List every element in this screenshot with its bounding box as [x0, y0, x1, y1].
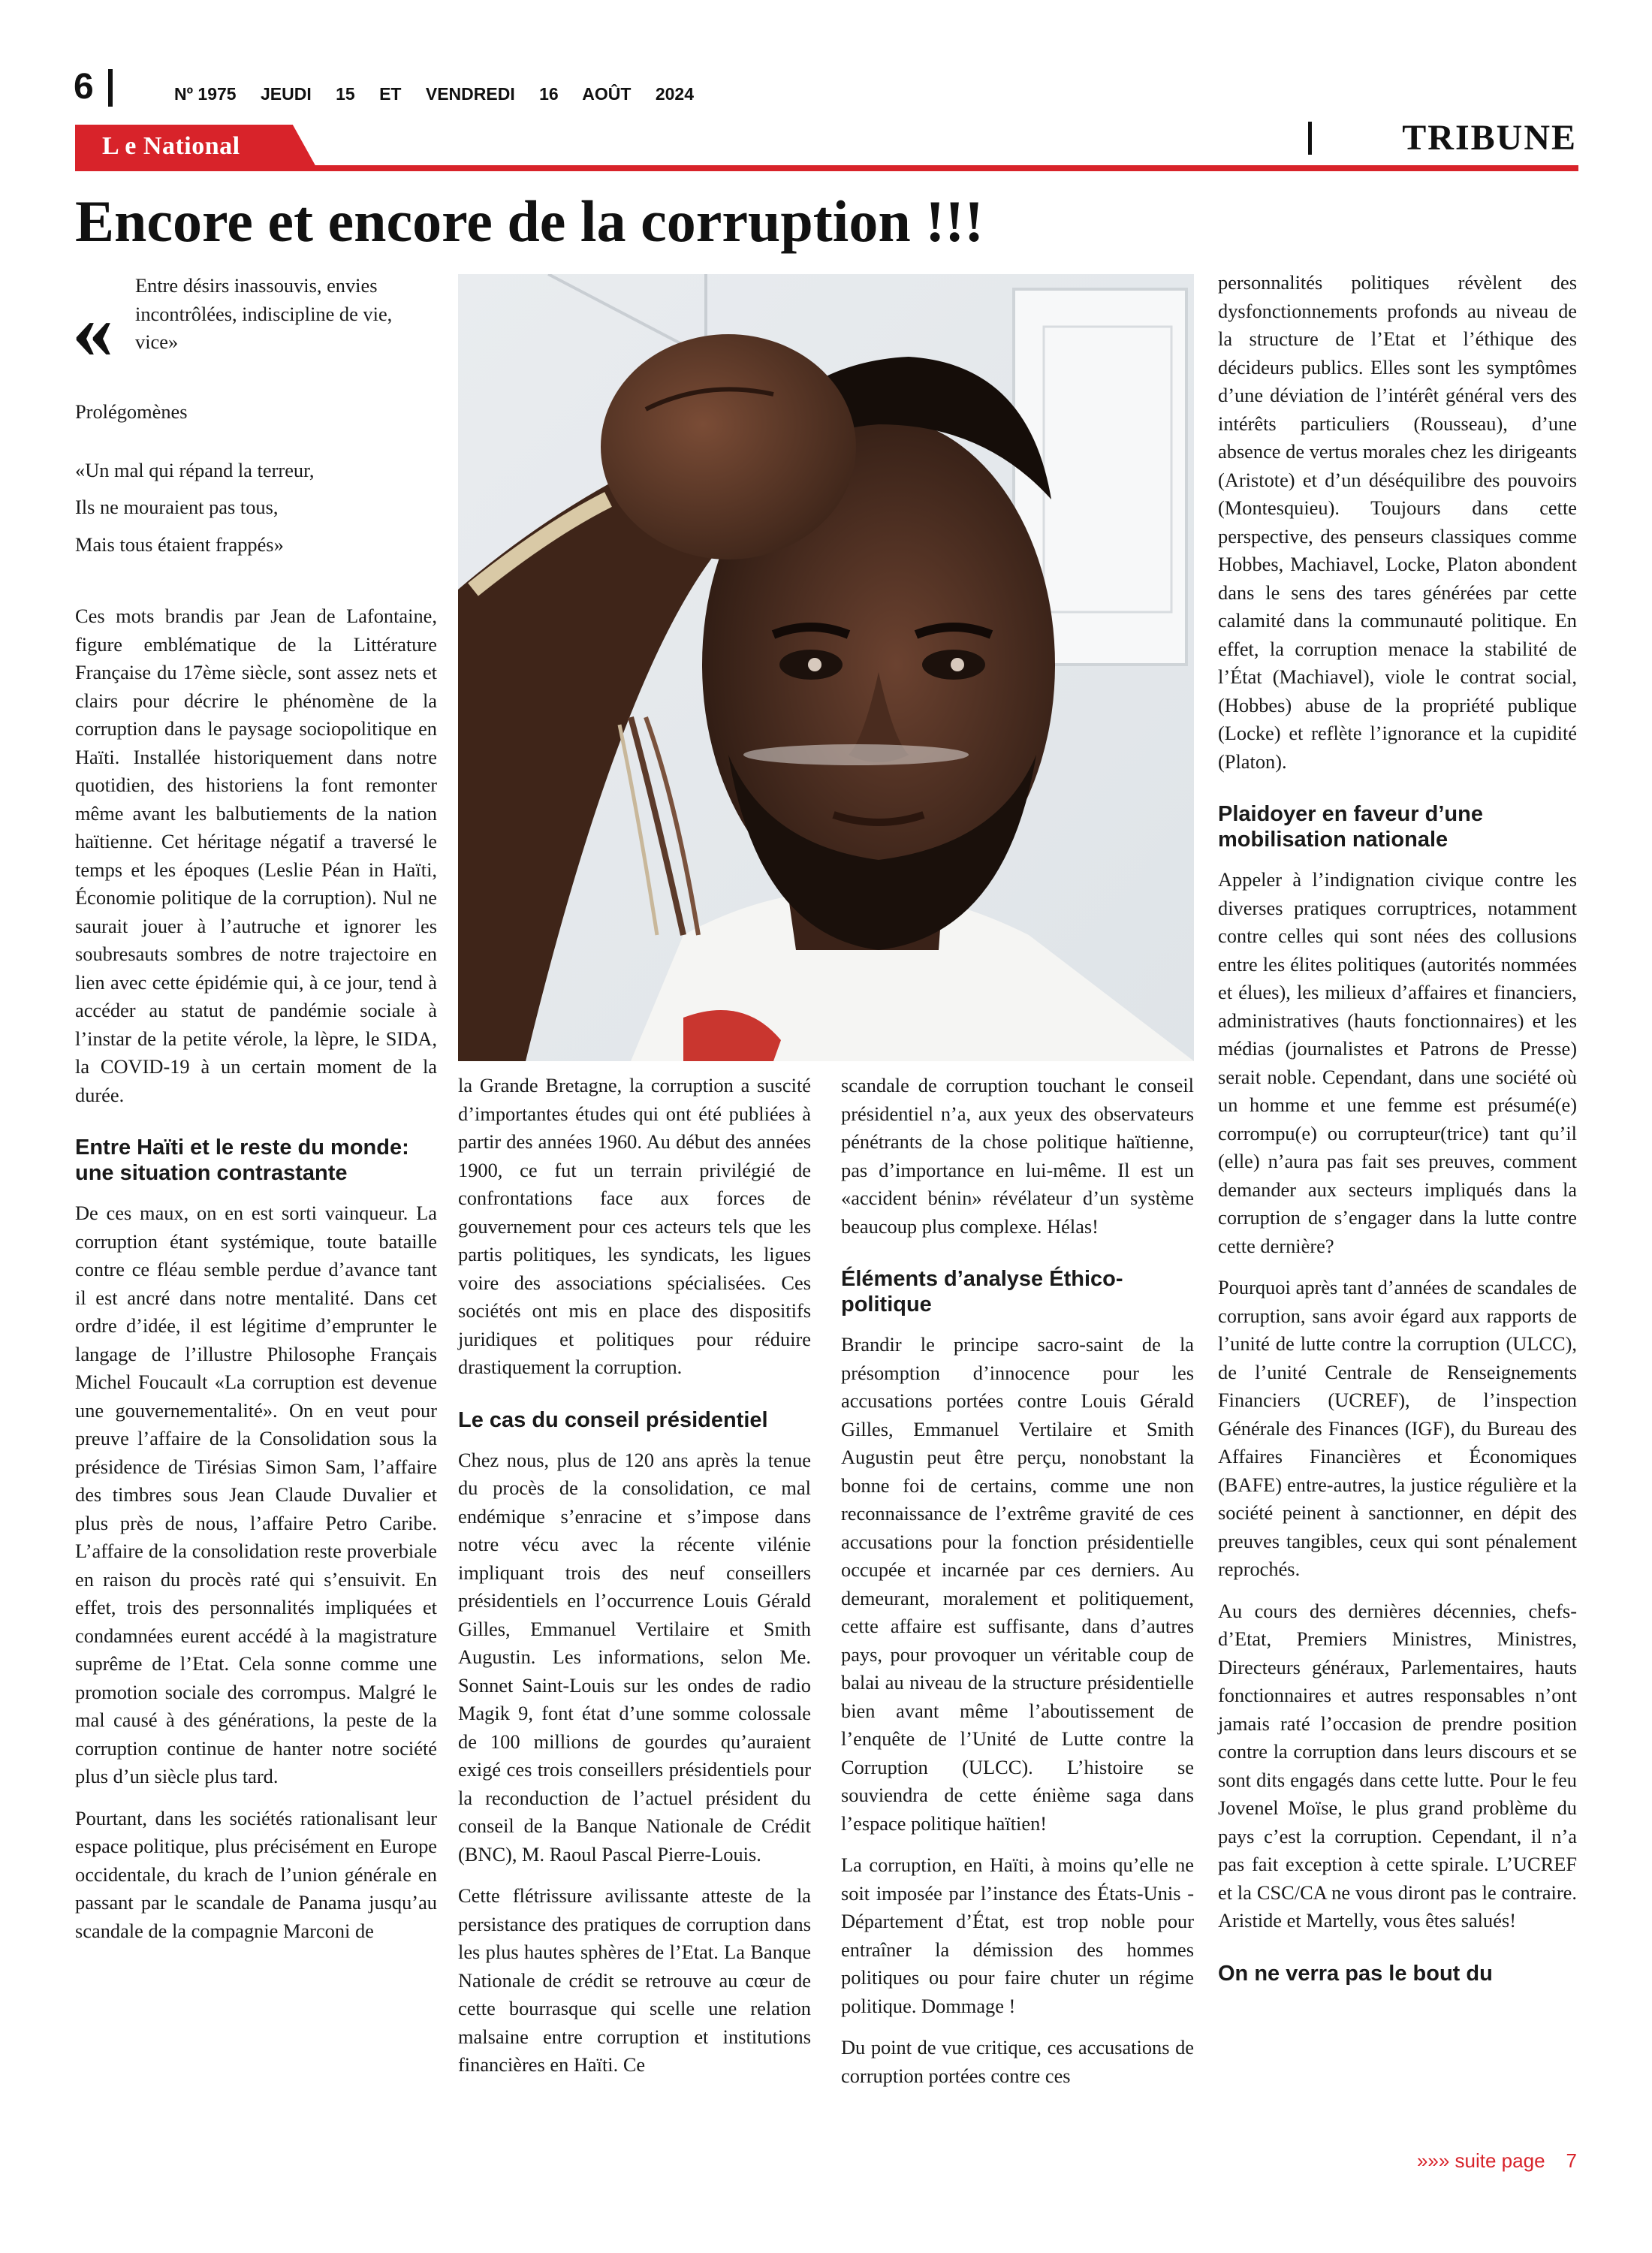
paragraph: Ils ne mouraient pas tous, — [75, 496, 279, 518]
paragraph: De ces maux, on en est sorti vainqueur. La corruption étant systémique, toute bataille contre ce fléau semble perdue d’avance tant il est ancré dans notre mentalité. Dans cet ordre d’idée, il est légitime d’emprunter le langage de l’illustre Philosophe Français Michel Foucault «La corruption est devenue une gouvernementalité». On en veut pour preuve l’affaire de la Consolidation sous la présidence de Tirésias Simon Sam, l’affaire des timbres sous Jean Claude Duvalier et plus près de nous, l’affaire Petro Caribe. L’affaire de la consolidation reste proverbiale en raison du procès raté qui s’ensuivit. En effet, trois des personnalités impliquées et condamnées eurent accédé à la magistrature suprême de l’Etat. Cela sonne comme une promotion sociale des corrompus. Malgré le mal causé à des générations, la peste de la corruption continue de hanter notre société plus d’un siècle plus tard. — [75, 1202, 437, 1787]
paragraph: Pourtant, dans les sociétés rationalisant leur espace politique, plus précisément en Europe occidentale, du krach de l’union générale en passant par le scandale de Panama jusqu’au scandale de la compagnie Marconi de — [75, 1806, 437, 1942]
continuation-page: 7 — [1566, 2149, 1577, 2172]
portrait-illustration — [458, 274, 1194, 1061]
article-photo — [458, 274, 1194, 1061]
issue-date-line — [174, 84, 713, 104]
quote-mark-icon: « — [72, 284, 113, 376]
column-2 — [458, 1072, 811, 2093]
epigraph: Entre désirs inassouvis, envies incontrôlées, indiscipline de vie, vice» — [135, 274, 393, 353]
subheading: Entre Haïti et le reste du monde: une situation contrastante — [75, 1136, 409, 1185]
page-number: 6 — [74, 67, 94, 107]
issue-month: AOÛT — [582, 84, 632, 104]
paragraph: La corruption, en Haïti, à moins qu’elle ne soit imposée par l’instance des États-Unis - Département d’État, est trop noble pour entraîner la démission des hommes politiques ou pour faire chuter un régime politique. Dommage ! — [841, 1853, 1194, 2017]
issue-number: Nº 1975 — [174, 84, 237, 104]
issue-year: 2024 — [655, 84, 694, 104]
issue-conjunction: ET — [379, 84, 402, 104]
section-divider — [1308, 122, 1312, 155]
issue-weekday-1: JEUDI — [260, 84, 312, 104]
paragraph: la Grande Bretagne, la corruption a suscité d’importantes études qui ont été publiées à partir des années 1960. Au début des années 1900, ce fut un terrain privilégié de confrontations face aux forces de gouvernement pour ces acteurs tels que les partis politiques, les syndicats, les ligues voire des associations spécialisées. Ces sociétés ont mis en place des dispositifs juridiques et politiques pour réduire drastiquement la corruption. — [458, 1074, 811, 1378]
paragraph: «Un mal qui répand la terreur, — [75, 458, 315, 481]
paragraph: Au cours des dernières décennies, chefs-d’Etat, Premiers Ministres, Ministres, Directeurs généraux, Parlementaires, hauts fonctionnaires et autres responsables n’ont jamais raté l’occasion de prendre position contre la corruption dans leurs discours et se sont dits engagés dans cette lutte. Pour le feu Jovenel Moïse, le plus grand problème du pays c’est la corruption. Cependant, il n’a pas fait exception à cette spirale. L’UCREF et la CSC/CA ne vous diront pas le contraire. Aristide et Martelly, vous êtes salués! — [1218, 1599, 1577, 1932]
issue-day-1: 15 — [336, 84, 355, 104]
paragraph: Cette flétrissure avilissante atteste de la persistance des pratiques de corruption dans les plus hautes sphères de l’Etat. La Banque Nationale de crédit se retrouve au cœur de cette bourrasque qui scelle une relation malsaine entre corruption et institutions financières en Haïti. Ce — [458, 1884, 811, 2076]
paragraph: Pourquoi après tant d’années de scandales de corruption, sans avoir égard aux rapports de l’unité de lutte contre la corruption (ULCC), de l’unité Centrale de Renseignements Financiers (UCREF), de l’inspection Générale des Finances (IGF), du Bureau des Affaires Financières et Économiques (BAFE) entre-autres, la justice régulière et la société peinent à sanctionner, en dépit des preuves tangibles, ceux qui sont pénalement reprochés. — [1218, 1276, 1577, 1580]
header-rule — [75, 165, 1578, 171]
paragraph: scandale de corruption touchant le conseil présidentiel n’a, aux yeux des observateurs pénétrants de la chose politique haïtienne, pas d’importance en lui-même. Il est un «accident bénin» révélateur d’un système beaucoup plus complexe. Hélas! — [841, 1074, 1194, 1238]
subheading: Plaidoyer en faveur d’une mobilisation nationale — [1218, 802, 1483, 852]
subheading: On ne verra pas le bout du — [1218, 1961, 1493, 1986]
newspaper-brand: L e National — [102, 132, 240, 160]
paragraph: Mais tous étaient frappés» — [75, 532, 284, 556]
paragraph: Chez nous, plus de 120 ans après la tenue du procès de la consolidation, ce mal endémique s’enracine et s’impose dans notre vécu avec la récente vilénie impliquant trois des neuf conseillers présidentiels en l’occurrence Louis Gérald Gilles, Emmanuel Vertilaire et Smith Augustin. Les informations, selon Me. Sonnet Saint-Louis sur les ondes de radio Magik 9, font état d’une somme colossale de 100 millions de gourdes qu’auraient exigé ces trois conseillers présidentiels pour la reconduction de l’actuel président du conseil de la Banque Nationale de Crédit (BNC), M. Raoul Pascal Pierre-Louis. — [458, 1448, 811, 1865]
paragraph: Ces mots brandis par Jean de Lafontaine, figure emblématique de la Littérature Française du 17ème siècle, sont assez nets et clairs pour décrire le phénomène de la corruption dans le paysage sociopolitique en Haïti. Installée historiquement dans notre quotidien, des historiens la font remonter même avant les balbutiements de la nation haïtienne. Cet héritage négatif a traversé le temps et les époques (Leslie Péan in Haïti, Économie politique de la corruption). Nul ne saurait jouer à l’autruche et ignorer les soubresauts sombres de notre trajectoire en lien avec cette épidémie qui, à ce jour, tend à accéder au statut de pandémie sociale à l’instar de la petite vérole, la lèpre, le SIDA, la COVID-19 à un certain moment de la durée. — [75, 605, 437, 1106]
paragraph: Prolégomènes — [75, 400, 188, 423]
column-3 — [841, 1072, 1194, 2104]
paragraph: personnalités politiques révèlent des dysfonctionnements profonds au niveau de la structure de l’Etat et l’éthique des décideurs publics. Elles sont les symptômes d’une déviation de l’intérêt général vers des intérêts particuliers (Rousseau), d’une absence de vertus morales chez les dirigeants (Aristote) et d’un déséquilibre des pouvoirs (Montesquieu). Toujours dans cette perspective, des penseurs classiques comme Hobbes, Machiavel, Locke, Platon abondent dans le sens des tares générées par cette calamité dans la communauté politique. En effet, la corruption menace la stabilité de l’État (Machiavel), viole le contrat social, (Hobbes) abuse de la propriété publique (Locke) et reflète l’ignorance et la cupidité (Platon). — [1218, 271, 1577, 773]
subheading: Le cas du conseil présidentiel — [458, 1407, 768, 1432]
column-1 — [75, 398, 437, 1959]
issue-day-2: 16 — [539, 84, 559, 104]
section-label: TRIBUNE — [1402, 118, 1577, 158]
subheading: Éléments d’analyse Éthico-politique — [841, 1267, 1123, 1317]
paragraph: Appeler à l’indignation civique contre les diverses pratiques corruptrices, notamment contre celles qui sont nées des collusions entre les élites politiques (autorités nommées et élues), les milieux d’affaires et financiers, administratives (hauts fonctionnaires) et les médias (journalistes et Patrons de Presse) serait noble. Cependant, dans une société où un homme et une femme est présumé(e) corrompu(e) ou corrupteur(trice) tant qu’il (elle) n’aura pas fait ses preuves, comment demander aux secteurs impliqués dans la corruption de s’engager dans la lutte contre cette dernière? — [1218, 868, 1577, 1257]
paragraph: Du point de vue critique, ces accusations de corruption portées contre ces — [841, 2036, 1194, 2087]
paragraph: Brandir le principe sacro-saint de la présomption d’innocence pour les accusations portées contre Louis Gérald Gilles, Emmanuel Vertilaire et Smith Augustin peut être perçu, nonobstant la bonne foi de certains, comme une non reconnaissance de l’extrême gravité de ces accusations pour la fonction présidentielle occupée et incarnée par ces derniers. Au demeurant, moralement et politiquement, cette affaire est suffisante, dans d’autres pays, pour provoquer un véritable coup de balai au niveau de la structure présidentielle bien avant même l’aboutissement de l’enquête de l’Unité de Lutte contre la Corruption (ULCC). L’histoire se souviendra de cette énième saga dans l’espace politique haïtien! — [841, 1333, 1194, 1835]
article-headline: Encore et encore de la corruption !!! — [75, 189, 984, 254]
continuation-text: »»» suite page — [1416, 2149, 1545, 2172]
issue-weekday-2: VENDREDI — [425, 84, 515, 104]
continuation-note — [1417, 2149, 1577, 2173]
page-number-divider — [108, 69, 113, 107]
column-4 — [1218, 269, 1577, 2000]
